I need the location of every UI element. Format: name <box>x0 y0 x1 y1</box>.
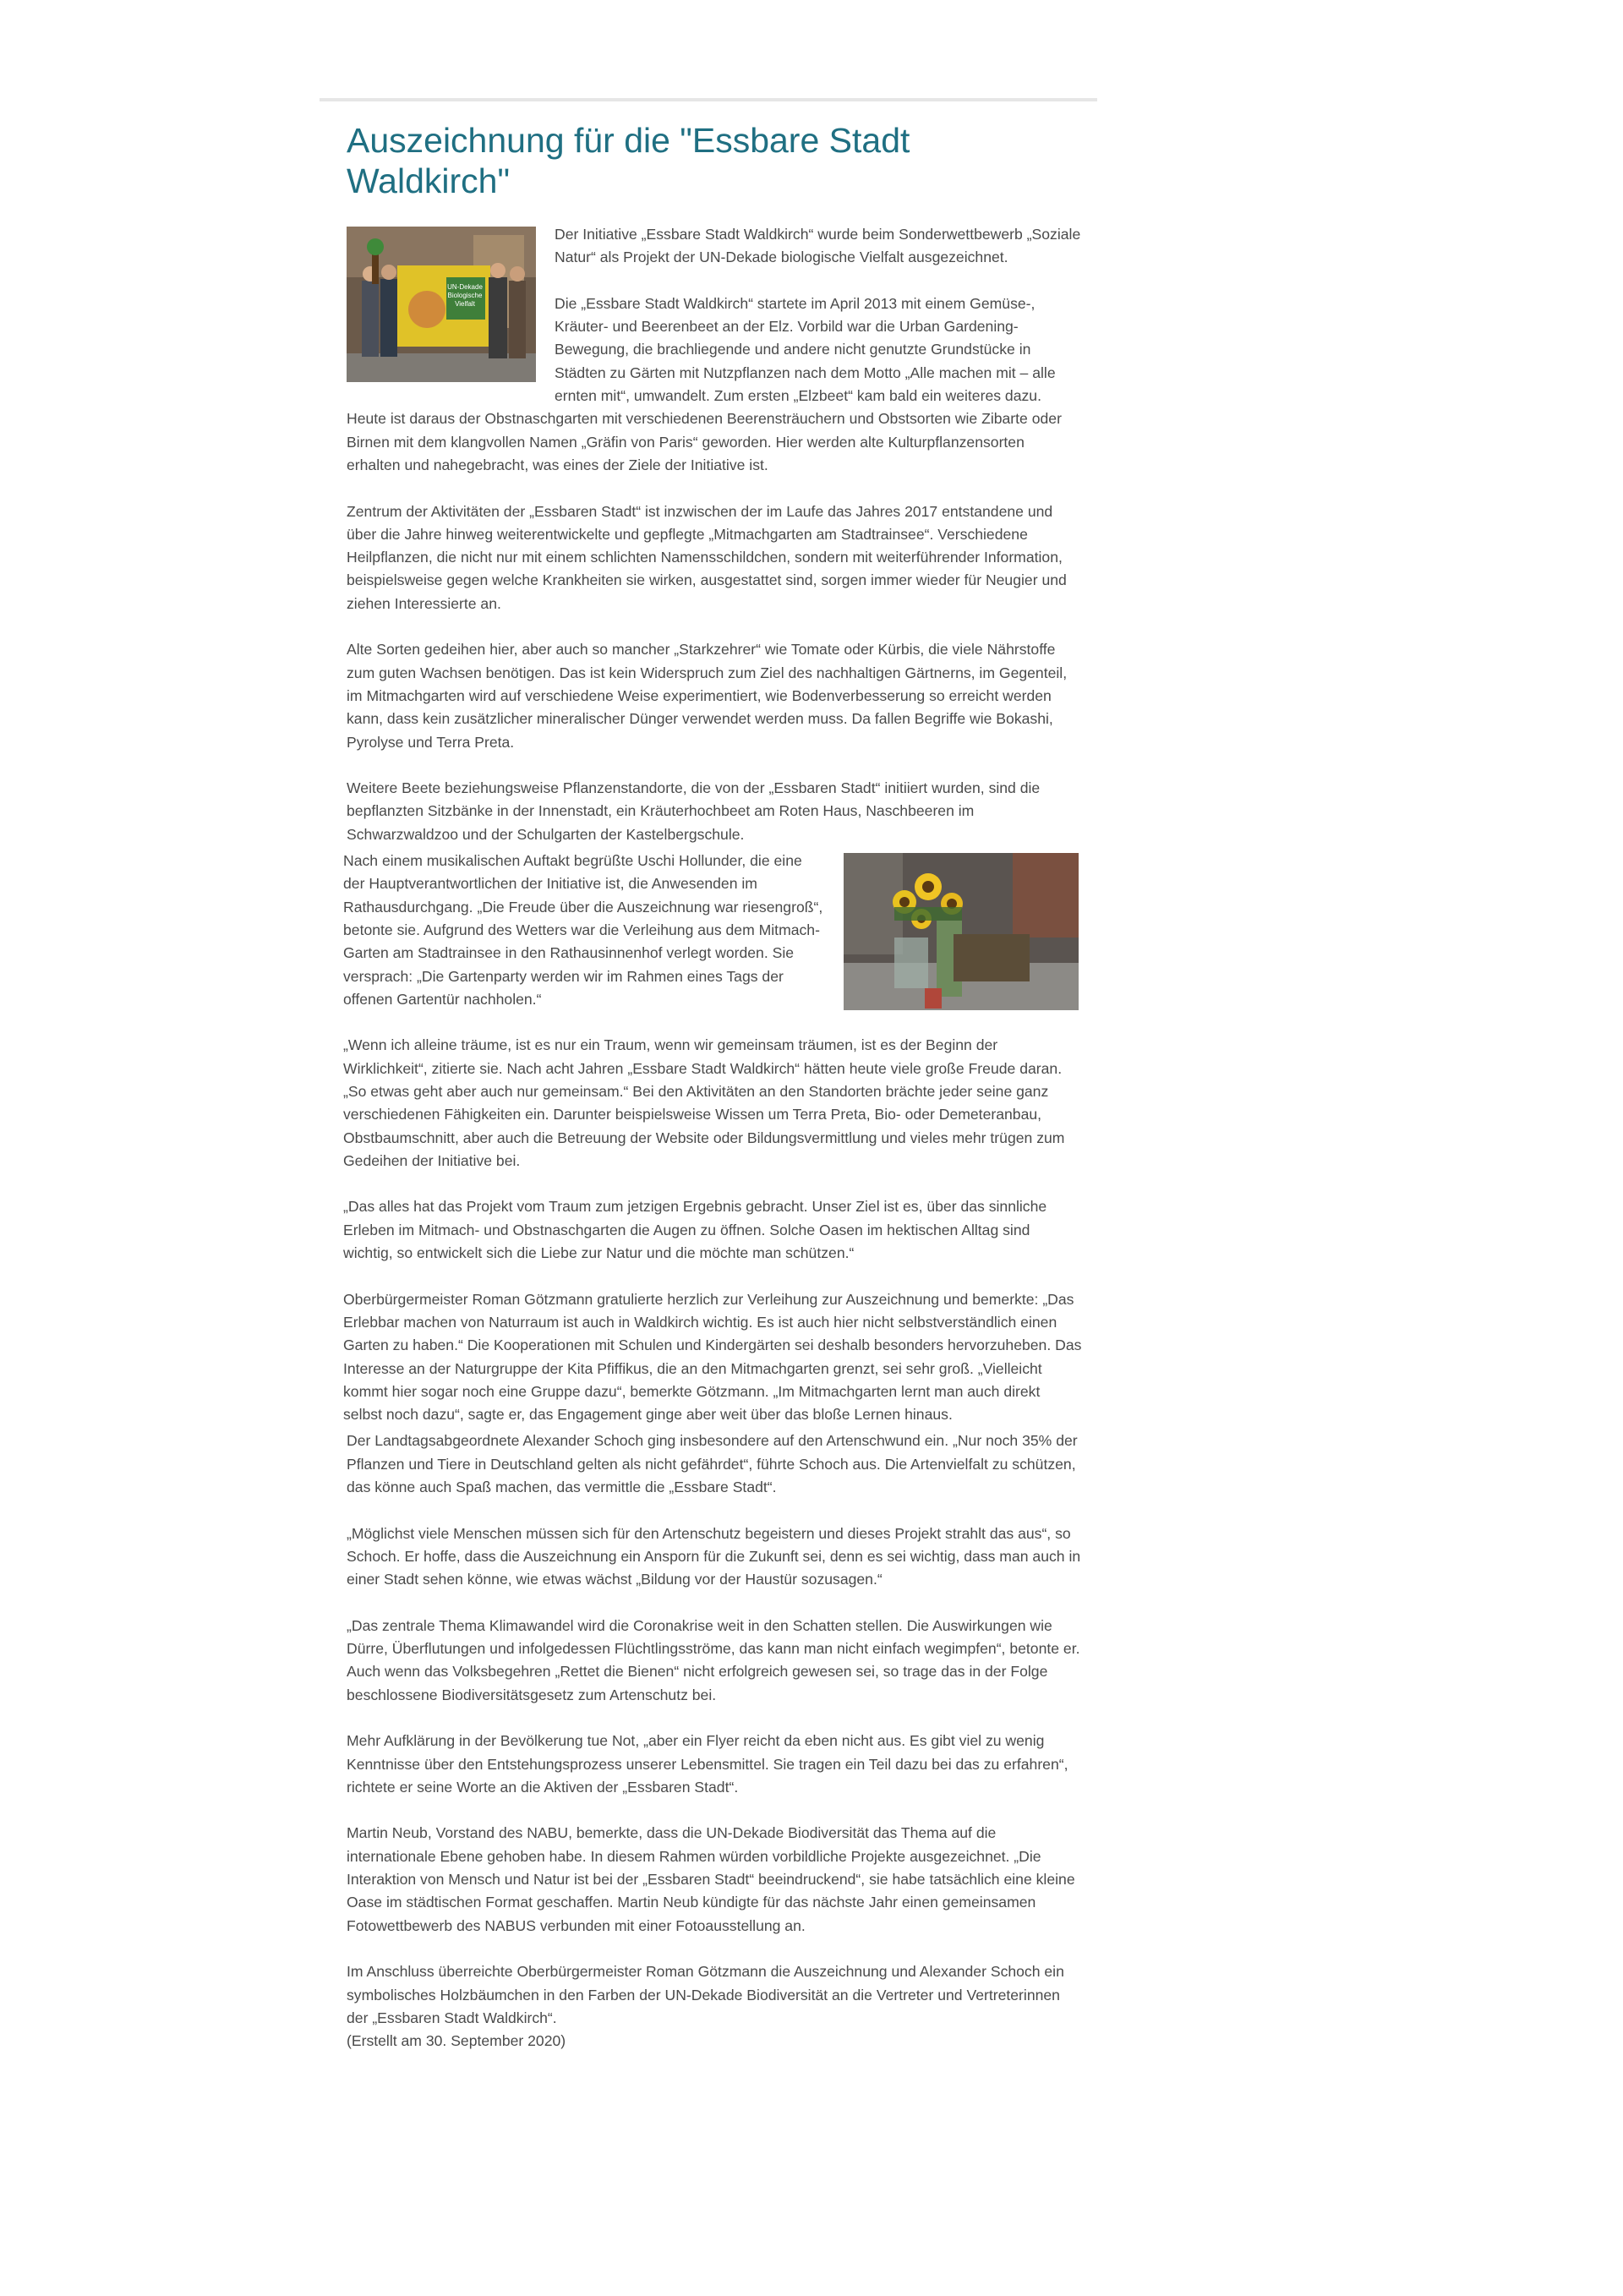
paragraph: Nach einem musikalischen Auftakt begrüßte Uschi Hollunder, die eine der Hauptverantwortlichen der Initiative ist, die Anwesenden im Rathausdurchgang. „Die Freude über die Auszeichnung war riesengroß“, betonte sie. Aufgrund des Wetters war die Verleihung aus dem Mitmach-Garten am Stadtrainsee in den Rathausinnenhof verlegt worden. Sie versprach: „Die Gartenparty werden wir im Rahmen eines Tags der offenen Gartentür nachholen.“ <box>343 852 823 1008</box>
award-group-photo <box>347 227 536 382</box>
article-section-two <box>343 850 1082 1426</box>
paragraph: „Das zentrale Thema Klimawandel wird die Coronakrise weit in den Schatten stellen. Die Auswirkungen wie Dürre, Überflutungen und infolgedessen Flüchtlingsströme, das kann man nicht einfach wegimpfen“, betonte er. Auch wenn das Volksbegehren „Rettet die Bienen“ nicht erfolgreich gewesen sei, so trage das in der Folge beschlossene Biodiversitätsgesetz zum Artenschutz bei. <box>347 1616 1080 1703</box>
banner-line-3: Vielfalt <box>455 300 475 308</box>
paragraph: Martin Neub, Vorstand des NABU, bemerkte, dass die UN-Dekade Biodiversität das Thema auf die internationale Ebene gehoben habe. In diesem Rahmen würden vorbildliche Projekte ausgezeichnet. „Die Interaktion von Mensch und Natur ist bei der „Essbaren Stadt“ beeindruckend“, sie habe tatsächlich eine kleine Oase im städtischen Format geschaffen. Martin Neub kündigte für das nächste Jahr einen gemeinsamen Fotowettbewerb des NABUS verbunden mit einer Fotoausstellung an. <box>347 1824 1075 1934</box>
top-divider <box>320 98 1097 101</box>
paragraph: „Möglichst viele Menschen müssen sich für den Artenschutz begeistern und dieses Projekt strahlt das aus“, so Schoch. Er hoffe, dass die Auszeichnung ein Ansporn für die Zukunft sei, denn es sei wichtig, dass man auch in einer Stadt sehen könne, wie etwas wächst „Bildung vor der Haustür sozusagen.“ <box>347 1524 1081 1588</box>
paragraph: Oberbürgermeister Roman Götzmann gratulierte herzlich zur Verleihung zur Auszeichnung und bemerkte: „Das Erlebbar machen von Naturraum ist auch in Waldkirch wichtig. Es ist auch hier nicht selbstverständlich einen Garten zu haben.“ Die Kooperationen mit Schulen und Kindergärten sei deshalb besonders hervorzuheben. Das Interesse an der Naturgruppe der Kita Pfiffikus, die an den Mitmachgarten grenzt, sei sehr groß. „Vielleicht kommt hier sogar noch eine Gruppe dazu“, bemerkte Götzmann. „Im Mitmachgarten lernt man auch direkt selbst noch dazu“, sagte er, das Engagement ginge aber weit über das bloße Lernen hinaus. <box>343 1290 1082 1424</box>
paragraph: „Das alles hat das Projekt vom Traum zum jetzigen Ergebnis gebracht. Unser Ziel ist es, über das sinnliche Erleben im Mitmach- und Obstnaschgarten die Augen zu öffnen. Solche Oasen im hektischen Alltag sind wichtig, so entwickelt sich die Liebe zur Natur und die möchte man schützen.“ <box>343 1198 1047 1262</box>
paragraph: „Wenn ich alleine träume, ist es nur ein Traum, wenn wir gemeinsam träumen, ist es der Beginn der Wirklichkeit“, zitierte sie. Nach acht Jahren „Essbare Stadt Waldkirch“ hätten heute viele große Freude daran. „So etwas geht aber auch nur gemeinsam.“ Bei den Aktivitäten an den Standorten brächte jeder seine ganz verschiedenen Fähigkeiten ein. Darunter beispielsweise Wissen um Terra Preta, Bio- oder Demeteranbau, Obstbaumschnitt, aber auch die Betreuung der Website oder Bildungsvermittlung und vieles mehr trügen zum Gedeihen der Initiative bei. <box>343 1036 1065 1169</box>
paragraph: Im Anschluss überreichte Oberbürgermeister Roman Götzmann die Auszeichnung und Alexander Schoch ein symbolisches Holzbäumchen in den Farben der UN-Dekade Biodiversität an die Vertreter und Vertreterinnen der „Essbaren Stadt Waldkirch“. <box>347 1963 1064 2026</box>
paragraph: Alte Sorten gedeihen hier, aber auch so mancher „Starkzehrer“ wie Tomate oder Kürbis, die viele Nährstoffe zum guten Wachsen benötigen. Das ist kein Widerspruch zum Ziel des nachhaltigen Gärtnerns, im Gegenteil, im Mitmachgarten wird auf verschiedene Weise experimentiert, wie Bodenverbesserung so erreicht werden kann, dass kein zusätzlicher mineralischer Dünger verwendet werden muss. Da fallen Begriffe wie Bokashi, Pyrolyse und Terra Preta. <box>347 641 1068 751</box>
paragraph: Zentrum der Aktivitäten der „Essbaren Stadt“ ist inzwischen der im Laufe das Jahres 2017 entstandene und über die Jahre hinweg weiterentwickelte und gepflegte „Mitmachgarten am Stadtrainsee“. Verschiedene Heilpflanzen, die nicht nur mit einem schlichten Namensschildchen, sondern mit weiterführender Information, beispielsweise gegen welche Krankheiten sie wirken, ausgestattet sind, sorgen immer wieder für Neugier und ziehen Interessierte an. <box>347 502 1067 612</box>
paragraph: Der Initiative „Essbare Stadt Waldkirch“ wurde beim Sonderwettbewerb „Soziale Natur“ als Projekt der UN-Dekade biologische Vielfalt ausgezeichnet. <box>555 226 1081 266</box>
paragraph: Der Landtagsabgeordnete Alexander Schoch ging insbesondere auf den Artenschwund ein. „Nur noch 35% der Pflanzen und Tiere in Deutschland gelten als nicht gefährdet“, führte Schoch aus. Die Artenvielfalt zu schützen, das könne auch Spaß machen, das vermittle die „Essbare Stadt“. <box>347 1432 1078 1496</box>
article-title: Auszeichnung für die "Essbare Stadt Waldkirch" <box>347 121 910 200</box>
banner-line-2: Biologische <box>447 292 483 299</box>
paragraph: Mehr Aufklärung in der Bevölkerung tue Not, „aber ein Flyer reicht da eben nicht aus. Es gibt viel zu wenig Kenntnisse über den Entstehungsprozess unserer Lebensmittel. Sie tragen ein Teil dazu bei das zu erfahren“, richtete er seine Worte an die Aktiven der „Essbaren Stadt“. <box>347 1732 1068 1796</box>
paragraph: Weitere Beete beziehungsweise Pflanzenstandorte, die von der „Essbaren Stadt“ initiiert wurden, sind die bepflanzten Sitzbänke in der Innenstadt, ein Kräuterhochbeet am Roten Haus, Naschbeeren im Schwarzwaldzoo und der Schulgarten der Kastelbergschule. <box>347 779 1041 843</box>
creation-date: (Erstellt am 30. September 2020) <box>347 2032 566 2050</box>
article-body <box>343 223 1082 2053</box>
banner-line-1: UN-Dekade <box>447 283 483 291</box>
sunflower-bouquet-photo <box>844 853 1079 1010</box>
paragraph: Die „Essbare Stadt Waldkirch“ startete im April 2013 mit einem Gemüse-, Kräuter- und Beerenbeet an der Elz. Vorbild war die Urban Gardening-Bewegung, die brachliegende und andere nicht genutzte Grundstücke in Städten zu Gärten mit Nutzpflanzen nach dem Motto „Alle machen mit – alle ernten mit“, umwandelt. Zum ersten „Elzbeet“ kam bald ein weiteres dazu. Heute ist daraus der Obstnaschgarten mit verschiedenen Beerensträuchern und Obstsorten wie Zibarte oder Birnen mit dem klangvollen Namen „Gräfin von Paris“ geworden. Hier werden alte Kulturpflanzensorten erhalten und nahegebracht, was eines der Ziele der Initiative ist. <box>347 294 1062 473</box>
